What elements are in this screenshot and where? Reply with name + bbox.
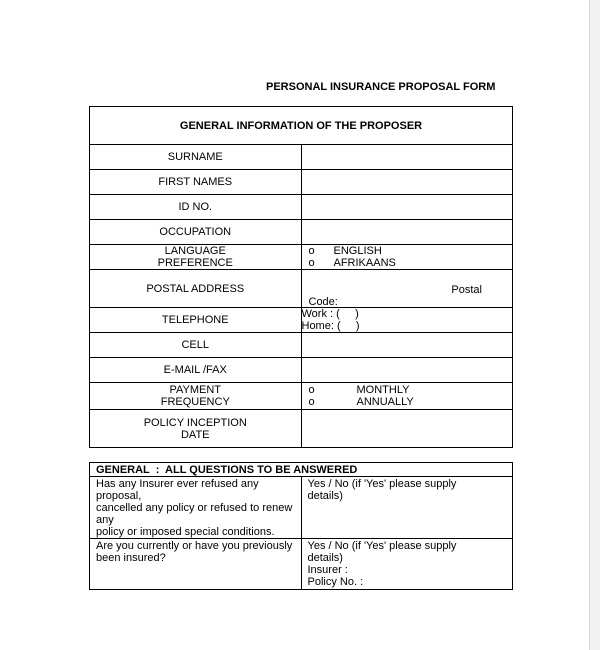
- language-label-line1: LANGUAGE: [164, 245, 226, 257]
- option-label: ENGLISH: [333, 245, 382, 257]
- answer-line: Yes / No (if 'Yes' please supply: [307, 540, 457, 552]
- inception-label-line1: POLICY INCEPTION: [143, 416, 247, 429]
- answer-line: Yes / No (if 'Yes' please supply: [307, 478, 457, 490]
- payment-option-monthly[interactable]: [302, 384, 513, 396]
- option-label: AFRIKAANS: [333, 257, 396, 269]
- question-previously-insured: [90, 539, 302, 590]
- language-field: [301, 245, 513, 270]
- surname-label: SURNAME: [90, 145, 302, 170]
- surname-field[interactable]: [301, 145, 513, 170]
- language-option-afrikaans[interactable]: [302, 257, 513, 269]
- option-bullet: o: [308, 396, 315, 408]
- inception-label-line2: DATE: [180, 428, 210, 441]
- occupation-field[interactable]: [301, 220, 513, 245]
- general-questions-table: [89, 462, 513, 590]
- postal-address-field[interactable]: [301, 270, 513, 308]
- id-no-label: ID NO.: [90, 195, 302, 220]
- postal-text: Postal: [451, 283, 482, 296]
- postal-address-label: POSTAL ADDRESS: [90, 270, 302, 308]
- email-fax-field[interactable]: [301, 358, 513, 383]
- option-bullet: o: [308, 257, 315, 269]
- question-line: Has any Insurer ever refused any proposal,: [96, 478, 259, 502]
- work-phone: Work : ( ): [301, 308, 359, 320]
- proposer-info-table: [89, 106, 513, 448]
- question-line: been insured?: [96, 552, 166, 564]
- policy-no-label: Policy No. :: [307, 576, 364, 588]
- payment-frequency-label: [90, 383, 302, 410]
- home-phone: Home: ( ): [301, 320, 360, 332]
- question-line: Are you currently or have you previously: [96, 540, 293, 552]
- cell-field[interactable]: [301, 333, 513, 358]
- cell-label: CELL: [90, 333, 302, 358]
- question-line: cancelled any policy or refused to renew any: [96, 502, 293, 526]
- option-label: MONTHLY: [356, 384, 410, 396]
- telephone-field[interactable]: [301, 308, 513, 333]
- payment-option-annually[interactable]: [302, 396, 513, 408]
- occupation-label: OCCUPATION: [90, 220, 302, 245]
- first-names-label: FIRST NAMES: [90, 170, 302, 195]
- form-title: PERSONAL INSURANCE PROPOSAL FORM: [266, 81, 496, 93]
- question-line: policy or imposed special conditions.: [96, 526, 275, 538]
- postal-code-text: Code:: [308, 295, 338, 308]
- payment-frequency-field: [301, 383, 513, 410]
- insurer-label: Insurer :: [307, 564, 348, 576]
- answer-line: details): [307, 490, 343, 502]
- option-label: ANNUALLY: [356, 396, 414, 408]
- policy-inception-label: [90, 410, 302, 448]
- payment-label-line2: FREQUENCY: [160, 396, 230, 408]
- answer-refused-proposal[interactable]: [301, 477, 513, 539]
- email-fax-label: E-MAIL /FAX: [90, 358, 302, 383]
- general-questions-header: GENERAL : ALL QUESTIONS TO BE ANSWERED: [90, 463, 513, 477]
- option-bullet: o: [308, 384, 315, 396]
- question-refused-proposal: [90, 477, 302, 539]
- language-label: [90, 245, 302, 270]
- id-no-field[interactable]: [301, 195, 513, 220]
- payment-label-line1: PAYMENT: [169, 384, 222, 396]
- telephone-label: TELEPHONE: [90, 308, 302, 333]
- language-label-line2: PREFERENCE: [157, 257, 233, 269]
- first-names-field[interactable]: [301, 170, 513, 195]
- language-option-english[interactable]: [302, 245, 513, 257]
- option-bullet: o: [308, 245, 315, 257]
- answer-previously-insured[interactable]: [301, 539, 513, 590]
- policy-inception-field[interactable]: [301, 410, 513, 448]
- answer-line: details): [307, 552, 343, 564]
- section-header: GENERAL INFORMATION OF THE PROPOSER: [90, 107, 513, 145]
